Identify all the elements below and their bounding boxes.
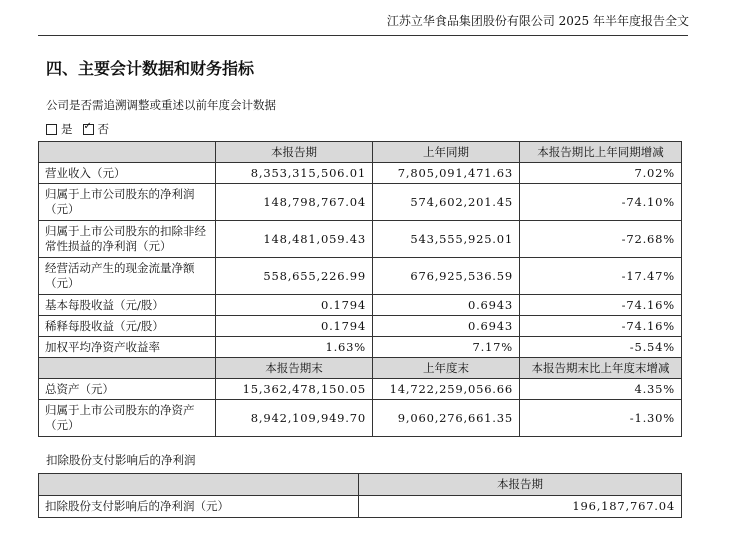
row-label: 基本每股收益（元/股） <box>39 295 216 316</box>
value-cell: 8,353,315,506.01 <box>216 163 373 184</box>
restate-question: 公司是否需追溯调整或重述以前年度会计数据 <box>46 98 276 112</box>
table-header-row <box>39 142 682 163</box>
value-cell: 676,925,536.59 <box>373 258 520 295</box>
value-cell: 1.63% <box>216 337 373 358</box>
value-cell: 4.35% <box>520 379 682 400</box>
sbc-profit-table <box>38 473 682 518</box>
value-cell: 558,655,226.99 <box>216 258 373 295</box>
table-row <box>39 258 682 295</box>
option-no-checkbox[interactable] <box>83 124 94 135</box>
header-divider <box>38 35 688 36</box>
value-cell: 0.1794 <box>216 295 373 316</box>
header-cell: 本报告期末比上年度末增减 <box>520 358 682 379</box>
option-yes-label: 是 <box>61 122 73 136</box>
header-cell <box>39 474 359 496</box>
value-cell: 196,187,767.04 <box>359 496 682 518</box>
table-row <box>39 295 682 316</box>
restate-options <box>46 121 109 137</box>
value-cell: 9,060,276,661.35 <box>373 400 520 437</box>
header-cell <box>39 142 216 163</box>
value-cell: 14,722,259,056.66 <box>373 379 520 400</box>
value-cell: 574,602,201.45 <box>373 184 520 221</box>
table-header-row <box>39 358 682 379</box>
value-cell: 148,481,059.43 <box>216 221 373 258</box>
sbc-caption: 扣除股份支付影响后的净利润 <box>46 453 196 467</box>
key-financial-table <box>38 141 682 437</box>
value-cell: 15,362,478,150.05 <box>216 379 373 400</box>
value-cell: -74.10% <box>520 184 682 221</box>
value-cell: -72.68% <box>520 221 682 258</box>
value-cell: -74.16% <box>520 295 682 316</box>
header-cell: 本报告期末 <box>216 358 373 379</box>
row-label: 归属于上市公司股东的净利润（元） <box>39 184 216 221</box>
table-row <box>39 400 682 437</box>
row-label: 加权平均净资产收益率 <box>39 337 216 358</box>
option-yes-checkbox[interactable] <box>46 124 57 135</box>
table-row <box>39 496 682 518</box>
value-cell: 543,555,925.01 <box>373 221 520 258</box>
option-no-label: 否 <box>97 122 109 136</box>
value-cell: 7,805,091,471.63 <box>373 163 520 184</box>
section-title: 四、主要会计数据和财务指标 <box>46 59 255 78</box>
value-cell: -5.54% <box>520 337 682 358</box>
table-header-row <box>39 474 682 496</box>
header-cell: 本报告期 <box>359 474 682 496</box>
value-cell: 7.02% <box>520 163 682 184</box>
value-cell: -74.16% <box>520 316 682 337</box>
value-cell: 0.6943 <box>373 295 520 316</box>
table-row <box>39 163 682 184</box>
value-cell: 8,942,109,949.70 <box>216 400 373 437</box>
header-cell: 上年同期 <box>373 142 520 163</box>
value-cell: 0.1794 <box>216 316 373 337</box>
table-row <box>39 379 682 400</box>
table-row <box>39 316 682 337</box>
table-row <box>39 221 682 258</box>
header-cell <box>39 358 216 379</box>
value-cell: 0.6943 <box>373 316 520 337</box>
header-cell: 本报告期比上年同期增减 <box>520 142 682 163</box>
row-label: 归属于上市公司股东的净资产（元） <box>39 400 216 437</box>
row-label: 总资产（元） <box>39 379 216 400</box>
row-label: 扣除股份支付影响后的净利润（元） <box>39 496 359 518</box>
value-cell: 148,798,767.04 <box>216 184 373 221</box>
row-label: 归属于上市公司股东的扣除非经常性损益的净利润（元） <box>39 221 216 258</box>
report-header: 江苏立华食品集团股份有限公司 2025 年半年度报告全文 <box>386 14 689 28</box>
value-cell: -1.30% <box>520 400 682 437</box>
header-cell: 本报告期 <box>216 142 373 163</box>
row-label: 营业收入（元） <box>39 163 216 184</box>
table-row <box>39 184 682 221</box>
table-row <box>39 337 682 358</box>
value-cell: -17.47% <box>520 258 682 295</box>
value-cell: 7.17% <box>373 337 520 358</box>
header-cell: 上年度末 <box>373 358 520 379</box>
row-label: 稀释每股收益（元/股） <box>39 316 216 337</box>
row-label: 经营活动产生的现金流量净额（元） <box>39 258 216 295</box>
